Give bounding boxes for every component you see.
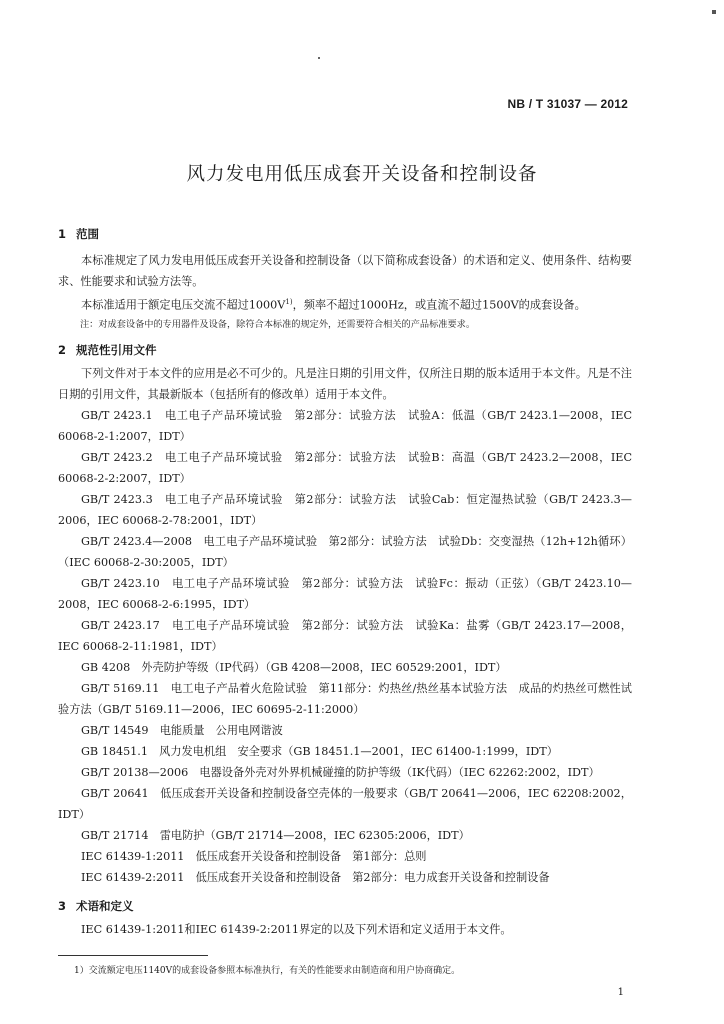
note: 注：对成套设备中的专用器件及设备，除符合本标准的规定外，还需要符合相关的产品标准要求。 [80, 319, 476, 330]
scan-speck [318, 57, 320, 59]
reference-item: GB/T 14549 电能质量 公用电网谐波 [81, 724, 283, 737]
section-number: 1 [58, 227, 67, 241]
reference-item: GB/T 2423.4—2008 电工电子产品环境试验 第2部分：试验方法 试验Db：交变湿热（12h+12h循环）（IEC 60068-2-30:2005，IDT） [58, 535, 632, 569]
footnote-marker: 1) [285, 298, 293, 306]
section-number: 2 [58, 343, 67, 357]
section-number: 3 [58, 899, 67, 913]
section-3-heading [58, 898, 134, 914]
footnote-rule [58, 955, 208, 956]
reference-item: GB/T 2423.2 电工电子产品环境试验 第2部分：试验方法 试验B：高温（GB/T 2423.2—2008，IEC 60068-2-2:2007，IDT） [58, 451, 632, 485]
reference-item: GB/T 2423.17 电工电子产品环境试验 第2部分：试验方法 试验Ka：盐雾（GB/T 2423.17—2008，IEC 60068-2-11:1981，IDT） [58, 619, 632, 653]
reference-item: GB/T 5169.11 电工电子产品着火危险试验 第11部分：灼热丝/热丝基本试验方法 成品的灼热丝可燃性试验方法（GB/T 5169.11—2006，IEC 60695-2-11:2000） [58, 682, 632, 716]
section-title: 术语和定义 [76, 899, 134, 913]
reference-item: GB/T 2423.3 电工电子产品环境试验 第2部分：试验方法 试验Cab：恒定湿热试验（GB/T 2423.3—2006，IEC 60068-2-78:2001，IDT） [58, 493, 632, 527]
section-2-intro: 下列文件对于本文件的应用是必不可少的。凡是注日期的引用文件，仅所注日期的版本适用于本文件。凡是不注日期的引用文件，其最新版本（包括所有的修改单）适用于本文件。 [58, 367, 632, 401]
reference-item: GB 4208 外壳防护等级（IP代码）（GB 4208—2008，IEC 60529:2001，IDT） [81, 661, 507, 674]
standard-number: NB / T 31037 — 2012 [507, 97, 628, 111]
reference-item: GB/T 21714 雷电防护（GB/T 21714—2008，IEC 62305:2006，IDT） [81, 829, 470, 842]
scan-speck [712, 10, 716, 14]
section-1-paragraph: 本标准规定了风力发电用低压成套开关设备和控制设备（以下简称成套设备）的术语和定义、使用条件、结构要求、性能要求和试验方法等。 [58, 254, 632, 288]
section-3-paragraph: IEC 61439-1:2011和IEC 61439-2:2011界定的以及下列术语和定义适用于本文件。 [81, 923, 512, 936]
text-run: 本标准适用于额定电压交流不超过1000V [81, 298, 286, 312]
section-1-heading [58, 226, 99, 242]
reference-item: GB 18451.1 风力发电机组 安全要求（GB 18451.1—2001，IEC 61400-1:1999，IDT） [81, 745, 558, 758]
reference-item: IEC 61439-1:2011 低压成套开关设备和控制设备 第1部分：总则 [81, 850, 427, 863]
section-2-heading [58, 342, 157, 358]
section-title: 规范性引用文件 [76, 343, 157, 357]
reference-item: GB/T 20138—2006 电器设备外壳对外界机械碰撞的防护等级（IK代码）（IEC 62262:2002，IDT） [81, 766, 600, 779]
footnote: 1）交流额定电压1140V的成套设备参照本标准执行，有关的性能要求由制造商和用户协商确定。 [74, 966, 461, 976]
reference-item: GB/T 2423.10 电工电子产品环境试验 第2部分：试验方法 试验Fc：振动（正弦）（GB/T 2423.10—2008，IEC 60068-2-6:1995，IDT） [58, 577, 632, 611]
section-title: 范围 [76, 227, 99, 241]
reference-item: IEC 61439-2:2011 低压成套开关设备和控制设备 第2部分：电力成套开关设备和控制设备 [81, 871, 550, 884]
page-number: 1 [617, 987, 624, 998]
section-1-paragraph-2 [58, 292, 632, 316]
page-title: 风力发电用低压成套开关设备和控制设备 [186, 164, 538, 185]
text-run: ，频率不超过1000Hz，或直流不超过1500V的成套设备。 [292, 298, 586, 312]
reference-item: GB/T 20641 低压成套开关设备和控制设备空壳体的一般要求（GB/T 20641—2006，IEC 62208:2002，IDT） [58, 787, 632, 821]
reference-item: GB/T 2423.1 电工电子产品环境试验 第2部分：试验方法 试验A：低温（GB/T 2423.1—2008，IEC 60068-2-1:2007，IDT） [58, 409, 632, 443]
